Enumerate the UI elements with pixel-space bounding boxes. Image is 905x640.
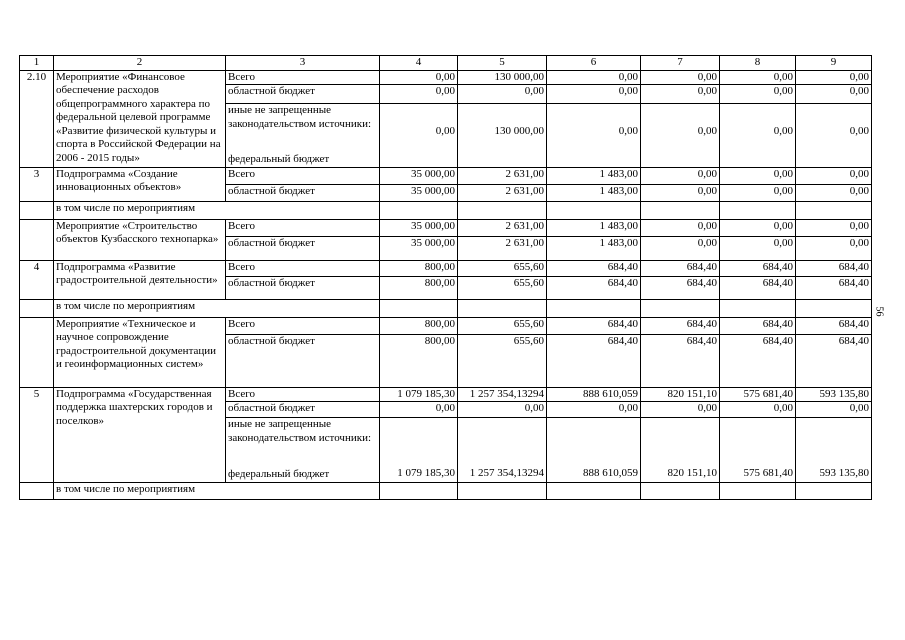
empty-cell: [720, 201, 796, 219]
value-cell: 0,00: [796, 85, 872, 104]
value-cell: 35 000,00: [380, 219, 458, 236]
value-cell: 0,00: [380, 85, 458, 104]
row-label: областной бюджет: [226, 276, 380, 299]
header-cell: 5: [458, 56, 547, 71]
empty-cell: [547, 201, 641, 219]
value-cell: 0,00: [641, 104, 720, 168]
value-cell: 35 000,00: [380, 236, 458, 260]
row-number: 4: [20, 260, 54, 299]
value-cell: 1 079 185,30: [380, 418, 458, 483]
value-cell: 684,40: [720, 334, 796, 387]
value-cell: 593 135,80: [796, 387, 872, 402]
subsection-note: в том числе по мероприятиям: [54, 201, 380, 219]
value-cell: 0,00: [720, 70, 796, 85]
value-cell: 0,00: [720, 402, 796, 418]
row-label: областной бюджет: [226, 85, 380, 104]
empty-cell: [20, 201, 54, 219]
value-cell: 0,00: [458, 402, 547, 418]
header-cell: 9: [796, 56, 872, 71]
value-cell: 0,00: [796, 70, 872, 85]
row-label: областной бюджет: [226, 334, 380, 387]
value-cell: 0,00: [380, 104, 458, 168]
value-cell: 0,00: [796, 219, 872, 236]
value-cell: 2 631,00: [458, 167, 547, 184]
value-cell: 684,40: [641, 334, 720, 387]
row-label: Всего: [226, 260, 380, 276]
value-cell: 684,40: [547, 276, 641, 299]
value-cell: 0,00: [720, 184, 796, 201]
row-number: [20, 317, 54, 387]
value-cell: 820 151,10: [641, 387, 720, 402]
value-cell: 0,00: [796, 184, 872, 201]
header-cell: 3: [226, 56, 380, 71]
value-cell: 888 610,059: [547, 418, 641, 483]
value-cell: 0,00: [720, 85, 796, 104]
value-cell: 1 079 185,30: [380, 387, 458, 402]
empty-cell: [458, 482, 547, 499]
value-cell: 820 151,10: [641, 418, 720, 483]
value-cell: 800,00: [380, 276, 458, 299]
row-label: областной бюджет: [226, 236, 380, 260]
value-cell: 655,60: [458, 276, 547, 299]
value-cell: 684,40: [720, 260, 796, 276]
empty-cell: [20, 299, 54, 317]
value-cell: 0,00: [796, 402, 872, 418]
empty-cell: [641, 299, 720, 317]
row-title: Подпрограмма «Государственная поддержка шахтерских городов и поселков»: [54, 387, 226, 482]
value-cell: 35 000,00: [380, 167, 458, 184]
value-cell: 684,40: [641, 317, 720, 334]
value-cell: 684,40: [720, 276, 796, 299]
value-cell: 684,40: [641, 276, 720, 299]
table-row: [20, 260, 872, 276]
value-cell: 0,00: [720, 236, 796, 260]
value-cell: 655,60: [458, 317, 547, 334]
row-label: областной бюджет: [226, 184, 380, 201]
empty-cell: [641, 482, 720, 499]
row-label: федеральный бюджет: [228, 468, 330, 480]
value-cell: 1 483,00: [547, 219, 641, 236]
value-cell: 0,00: [641, 219, 720, 236]
empty-cell: [458, 299, 547, 317]
value-cell: 0,00: [796, 236, 872, 260]
value-cell: 575 681,40: [720, 387, 796, 402]
value-cell: 684,40: [641, 260, 720, 276]
row-title: Подпрограмма «Создание инновационных объектов»: [54, 167, 226, 201]
value-cell: 0,00: [547, 104, 641, 168]
row-number: 5: [20, 387, 54, 482]
row-title: Мероприятие «Техническое и научное сопровождение градостроительной документации и геоинформационных систем»: [54, 317, 226, 387]
value-cell: 0,00: [720, 104, 796, 168]
value-cell: 0,00: [547, 85, 641, 104]
header-cell: 8: [720, 56, 796, 71]
table-row: [20, 482, 872, 499]
row-label: иные не запрещенные законодательством источники:: [228, 104, 372, 130]
row-label: Всего: [226, 219, 380, 236]
empty-cell: [641, 201, 720, 219]
value-cell: 2 631,00: [458, 236, 547, 260]
value-cell: 1 257 354,13294: [458, 387, 547, 402]
value-cell: 0,00: [796, 167, 872, 184]
row-label-group: [226, 104, 380, 168]
empty-cell: [547, 299, 641, 317]
value-cell: 0,00: [641, 70, 720, 85]
table-row: [20, 167, 872, 184]
row-label: Всего: [226, 317, 380, 334]
value-cell: 0,00: [641, 402, 720, 418]
value-cell: 684,40: [796, 276, 872, 299]
value-cell: 0,00: [380, 70, 458, 85]
value-cell: 0,00: [458, 85, 547, 104]
value-cell: 684,40: [547, 260, 641, 276]
empty-cell: [380, 482, 458, 499]
row-number: 2.10: [20, 70, 54, 167]
header-cell: 7: [641, 56, 720, 71]
value-cell: 684,40: [547, 334, 641, 387]
value-cell: 655,60: [458, 334, 547, 387]
header-cell: 6: [547, 56, 641, 71]
header-cell: 1: [20, 56, 54, 71]
value-cell: 684,40: [796, 260, 872, 276]
row-title: Подпрограмма «Развитие градостроительной деятельности»: [54, 260, 226, 299]
value-cell: 575 681,40: [720, 418, 796, 483]
value-cell: 2 631,00: [458, 184, 547, 201]
value-cell: 1 483,00: [547, 167, 641, 184]
row-label: иные не запрещенные законодательством источники:: [228, 418, 372, 444]
page-number: 56: [873, 306, 885, 317]
subsection-note: в том числе по мероприятиям: [54, 482, 380, 499]
table-row: [20, 219, 872, 236]
value-cell: 0,00: [380, 402, 458, 418]
row-label: Всего: [226, 70, 380, 85]
value-cell: 0,00: [641, 85, 720, 104]
row-label: федеральный бюджет: [228, 153, 330, 165]
empty-cell: [547, 482, 641, 499]
value-cell: 130 000,00: [458, 104, 547, 168]
empty-cell: [796, 201, 872, 219]
value-cell: 800,00: [380, 260, 458, 276]
empty-cell: [20, 482, 54, 499]
value-cell: 0,00: [720, 167, 796, 184]
row-number: 3: [20, 167, 54, 201]
empty-cell: [458, 201, 547, 219]
value-cell: 0,00: [796, 104, 872, 168]
row-number: [20, 219, 54, 260]
value-cell: 2 631,00: [458, 219, 547, 236]
subsection-note: в том числе по мероприятиям: [54, 299, 380, 317]
value-cell: 0,00: [641, 236, 720, 260]
value-cell: 0,00: [720, 219, 796, 236]
value-cell: 684,40: [796, 334, 872, 387]
table-row: [20, 70, 872, 85]
value-cell: 0,00: [547, 402, 641, 418]
empty-cell: [796, 482, 872, 499]
value-cell: 800,00: [380, 334, 458, 387]
value-cell: 684,40: [547, 317, 641, 334]
value-cell: 1 483,00: [547, 184, 641, 201]
empty-cell: [380, 201, 458, 219]
row-title: Мероприятие «Финансовое обеспечение расходов общепрограммного характера по федеральной целевой программе «Развитие физической культуры и спорта в Российской Федерации на 2006 - 2015 годы»: [54, 70, 226, 167]
value-cell: 888 610,059: [547, 387, 641, 402]
row-label: Всего: [226, 167, 380, 184]
budget-table: [19, 55, 872, 500]
table-row: [20, 299, 872, 317]
value-cell: 0,00: [641, 167, 720, 184]
table-row: [20, 317, 872, 334]
empty-cell: [720, 482, 796, 499]
value-cell: 593 135,80: [796, 418, 872, 483]
value-cell: 655,60: [458, 260, 547, 276]
table-row: [20, 201, 872, 219]
value-cell: 1 257 354,13294: [458, 418, 547, 483]
value-cell: 35 000,00: [380, 184, 458, 201]
row-label: Всего: [226, 387, 380, 402]
value-cell: 0,00: [641, 184, 720, 201]
header-cell: 2: [54, 56, 226, 71]
row-title: Мероприятие «Строительство объектов Кузбасского технопарка»: [54, 219, 226, 260]
header-cell: 4: [380, 56, 458, 71]
value-cell: 800,00: [380, 317, 458, 334]
header-row: [20, 56, 872, 71]
value-cell: 130 000,00: [458, 70, 547, 85]
empty-cell: [380, 299, 458, 317]
empty-cell: [796, 299, 872, 317]
empty-cell: [720, 299, 796, 317]
row-label-group: [226, 418, 380, 483]
value-cell: 684,40: [796, 317, 872, 334]
value-cell: 0,00: [547, 70, 641, 85]
value-cell: 1 483,00: [547, 236, 641, 260]
row-label: областной бюджет: [226, 402, 380, 418]
table-row: [20, 387, 872, 402]
value-cell: 684,40: [720, 317, 796, 334]
